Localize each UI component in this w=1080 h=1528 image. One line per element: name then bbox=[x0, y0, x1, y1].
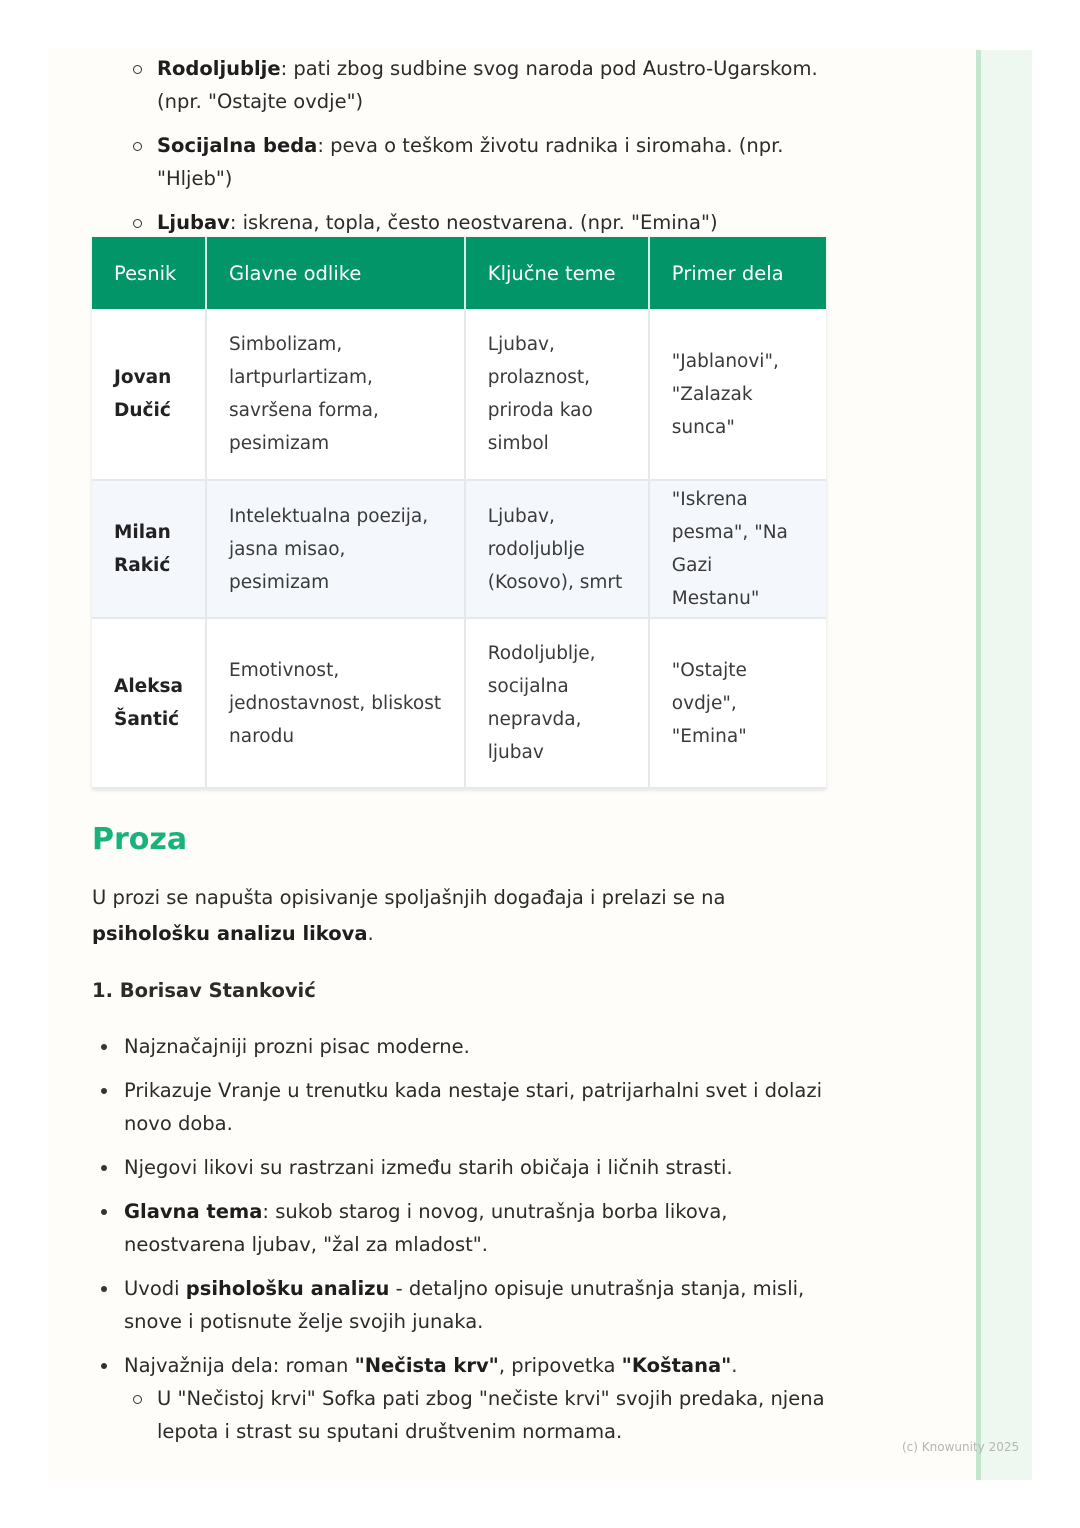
table-cell: Rodoljublje, socijalna nepravda, ljubav bbox=[465, 618, 649, 788]
subheading: 1. Borisav Stanković bbox=[92, 979, 316, 1002]
item-text: Uvodi bbox=[124, 1277, 186, 1300]
themes-list bbox=[92, 52, 832, 250]
item-term: Socijalna beda bbox=[157, 134, 318, 157]
item-term: Rodoljublje bbox=[157, 57, 281, 80]
poet-cell: Milan Rakić bbox=[92, 480, 206, 618]
item-text: Prikazuje Vranje u trenutku kada nestaje stari, patrijarhalni svet i dolazi novo doba. bbox=[124, 1079, 823, 1135]
author-facts-list bbox=[92, 1030, 832, 1459]
table-row bbox=[92, 309, 826, 480]
item-text: : pati zbog sudbine svog naroda pod Austro-Ugarskom. (npr. "Ostajte ovdje") bbox=[157, 57, 818, 113]
item-text: Njegovi likovi su rastrzani između starih običaja i ličnih strasti. bbox=[124, 1156, 733, 1179]
table-cell: Emotivnost, jednostavnost, bliskost narodu bbox=[206, 618, 465, 788]
table-cell: "Jablanovi", "Zalazak sunca" bbox=[649, 309, 826, 480]
nested-list bbox=[124, 1382, 832, 1448]
table-row bbox=[92, 480, 826, 618]
table-header-row bbox=[92, 237, 826, 309]
item-text: , pripovetka bbox=[498, 1354, 622, 1377]
list-item bbox=[92, 1195, 832, 1261]
intro-bold: psihološku analizu likova bbox=[92, 922, 368, 945]
nested-list-item bbox=[124, 1382, 832, 1448]
list-item bbox=[92, 206, 832, 239]
list-item bbox=[92, 52, 832, 118]
item-text: : peva o teškom životu radnika i siromaha. (npr. "Hljeb") bbox=[157, 134, 784, 190]
copyright-footer: (c) Knowunity 2025 bbox=[902, 1440, 1020, 1454]
column-header: Pesnik bbox=[92, 237, 206, 309]
table-cell: Simbolizam, lartpurlartizam, savršena forma, pesimizam bbox=[206, 309, 465, 480]
list-item bbox=[92, 1030, 832, 1063]
table-cell: "Iskrena pesma", "Na Gazi Mestanu" bbox=[649, 480, 826, 618]
table-cell: Ljubav, prolaznost, priroda kao simbol bbox=[465, 309, 649, 480]
item-term: Glavna tema bbox=[124, 1200, 263, 1223]
item-text: : sukob starog i novog, unutrašnja borba likova, neostvarena ljubav, "žal za mladost". bbox=[124, 1200, 728, 1256]
list-item bbox=[92, 1272, 832, 1338]
side-panel bbox=[976, 50, 1032, 1480]
item-text: Najvažnija dela: roman bbox=[124, 1354, 355, 1377]
poet-cell: Jovan Dučić bbox=[92, 309, 206, 480]
item-term: Ljubav bbox=[157, 211, 230, 234]
section-title: Proza bbox=[92, 822, 188, 857]
column-header: Ključne teme bbox=[465, 237, 649, 309]
poet-cell: Aleksa Šantić bbox=[92, 618, 206, 788]
table-cell: "Ostajte ovdje", "Emina" bbox=[649, 618, 826, 788]
item-term: psihološku analizu bbox=[185, 1277, 390, 1300]
work-title: "Koštana" bbox=[621, 1354, 732, 1377]
item-text: Najznačajniji prozni pisac moderne. bbox=[124, 1035, 470, 1058]
table-row bbox=[92, 618, 826, 788]
table-cell: Intelektualna poezija, jasna misao, pesimizam bbox=[206, 480, 465, 618]
column-header: Glavne odlike bbox=[206, 237, 465, 309]
intro-end: . bbox=[367, 922, 374, 945]
column-header: Primer dela bbox=[649, 237, 826, 309]
poets-table bbox=[92, 237, 826, 789]
intro-paragraph bbox=[92, 880, 832, 952]
table-cell: Ljubav, rodoljublje (Kosovo), smrt bbox=[465, 480, 649, 618]
list-item bbox=[92, 129, 832, 195]
list-item bbox=[92, 1151, 832, 1184]
work-title: "Nečista krv" bbox=[354, 1354, 499, 1377]
list-item bbox=[92, 1349, 832, 1448]
item-text: U "Nečistoj krvi" Sofka pati zbog "nečiste krvi" svojih predaka, njena lepota i strast su sputani društvenim normama. bbox=[157, 1387, 825, 1443]
item-text: - detaljno opisuje unutrašnja stanja, misli, snove i potisnute želje svojih junaka. bbox=[124, 1277, 805, 1333]
item-text: . bbox=[731, 1354, 738, 1377]
list-item bbox=[92, 1074, 832, 1140]
item-text: : iskrena, topla, često neostvarena. (npr. "Emina") bbox=[229, 211, 718, 234]
intro-text: U prozi se napušta opisivanje spoljašnjih događaja i prelazi se na bbox=[92, 886, 726, 909]
